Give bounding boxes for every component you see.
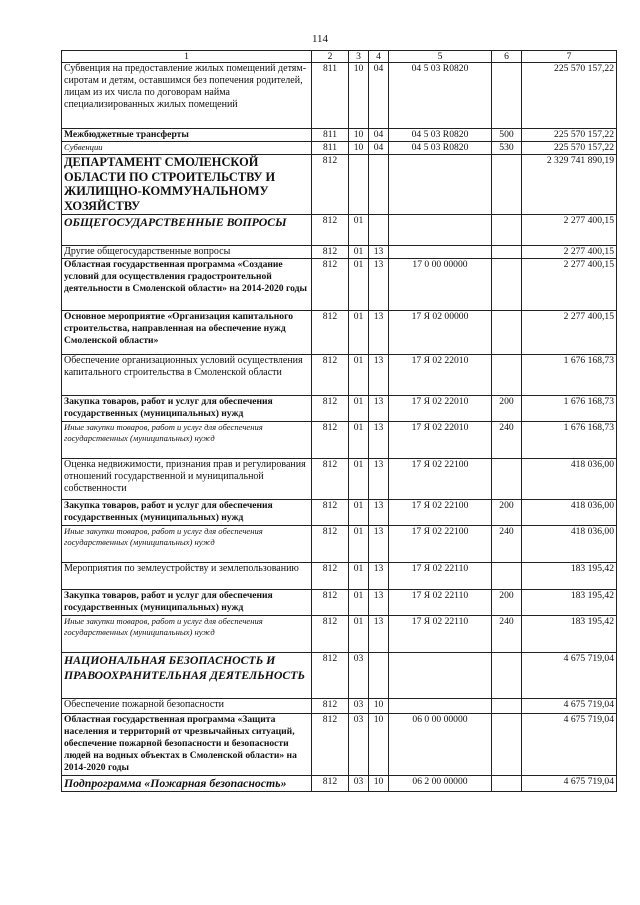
cell-ministry: 812	[312, 714, 349, 776]
page-number: 114	[311, 33, 329, 45]
cell-amount: 1 676 168,73	[522, 355, 617, 396]
table-row	[62, 653, 617, 699]
cell-amount: 418 036,00	[522, 459, 617, 500]
cell-expense-type: 500	[492, 129, 522, 142]
cell-target-article	[389, 215, 492, 246]
table-row	[62, 215, 617, 246]
cell-section: 01	[349, 422, 369, 459]
row-name: ОБЩЕГОСУДАРСТВЕННЫЕ ВОПРОСЫ	[62, 215, 312, 246]
cell-subsection	[369, 653, 389, 699]
cell-subsection: 13	[369, 422, 389, 459]
cell-amount: 2 277 400,15	[522, 259, 617, 311]
cell-ministry: 811	[312, 63, 349, 129]
cell-expense-type: 240	[492, 526, 522, 563]
cell-section: 03	[349, 699, 369, 714]
cell-ministry: 812	[312, 422, 349, 459]
cell-amount: 225 570 157,22	[522, 63, 617, 129]
cell-amount: 2 277 400,15	[522, 246, 617, 259]
row-name: Закупка товаров, работ и услуг для обеспечения государственных (муниципальных) нужд	[62, 500, 312, 526]
cell-expense-type	[492, 355, 522, 396]
row-name: Другие общегосударственные вопросы	[62, 246, 312, 259]
row-name: Областная государственная программа «Защита населения и территорий от чрезвычайных ситуаций, обеспечение пожарной безопасности и безопасности людей на водных объектах в Смоленской области» на 2014-2020 годы	[62, 714, 312, 776]
cell-ministry: 812	[312, 500, 349, 526]
row-name: Иные закупки товаров, работ и услуг для обеспечения государственных (муниципальных) нужд	[62, 422, 312, 459]
table-row	[62, 63, 617, 129]
row-name: Закупка товаров, работ и услуг для обеспечения государственных (муниципальных) нужд	[62, 590, 312, 616]
row-name: Субвенция на предоставление жилых помещений детям-сиротам и детям, оставшимся без попечения родителей, лицам из их числа по договорам найма специализированных жилых помещений	[62, 63, 312, 129]
row-name: Мероприятия по землеустройству и землепользованию	[62, 563, 312, 590]
table-body	[62, 63, 617, 792]
cell-target-article: 04 5 03 R0820	[389, 142, 492, 155]
cell-amount: 2 277 400,15	[522, 215, 617, 246]
row-name: Закупка товаров, работ и услуг для обеспечения государственных (муниципальных) нужд	[62, 396, 312, 422]
cell-ministry: 811	[312, 142, 349, 155]
cell-ministry: 812	[312, 215, 349, 246]
budget-table	[61, 50, 617, 792]
cell-amount: 4 675 719,04	[522, 776, 617, 792]
cell-amount: 418 036,00	[522, 526, 617, 563]
row-name: Подпрограмма «Пожарная безопасность»	[62, 776, 312, 792]
cell-section: 01	[349, 526, 369, 563]
header-col-5: 5	[389, 51, 492, 63]
cell-expense-type	[492, 714, 522, 776]
cell-ministry: 812	[312, 563, 349, 590]
table-row	[62, 396, 617, 422]
cell-target-article: 06 2 00 00000	[389, 776, 492, 792]
cell-expense-type	[492, 63, 522, 129]
cell-amount: 418 036,00	[522, 500, 617, 526]
table-row	[62, 459, 617, 500]
cell-section: 01	[349, 311, 369, 355]
header-col-1: 1	[62, 51, 312, 63]
table-row	[62, 311, 617, 355]
cell-amount: 183 195,42	[522, 563, 617, 590]
cell-section: 10	[349, 142, 369, 155]
header-col-4: 4	[369, 51, 389, 63]
cell-amount: 4 675 719,04	[522, 699, 617, 714]
cell-ministry: 812	[312, 526, 349, 563]
row-name: Обеспечение организационных условий осуществления капитального строительства в Смоленской области	[62, 355, 312, 396]
cell-amount: 1 676 168,73	[522, 422, 617, 459]
cell-subsection: 13	[369, 246, 389, 259]
cell-subsection: 13	[369, 563, 389, 590]
table-row	[62, 776, 617, 792]
cell-amount: 2 329 741 890,19	[522, 155, 617, 215]
row-name: Обеспечение пожарной безопасности	[62, 699, 312, 714]
cell-subsection: 13	[369, 396, 389, 422]
cell-target-article: 17 Я 02 22010	[389, 355, 492, 396]
cell-ministry: 812	[312, 459, 349, 500]
cell-subsection: 13	[369, 355, 389, 396]
cell-amount: 183 195,42	[522, 616, 617, 653]
row-name: Иные закупки товаров, работ и услуг для обеспечения государственных (муниципальных) нужд	[62, 616, 312, 653]
table-row	[62, 129, 617, 142]
cell-ministry: 812	[312, 155, 349, 215]
cell-section: 10	[349, 129, 369, 142]
cell-target-article: 17 Я 02 22110	[389, 590, 492, 616]
table-row	[62, 500, 617, 526]
cell-section: 01	[349, 215, 369, 246]
cell-subsection: 13	[369, 259, 389, 311]
header-col-7: 7	[522, 51, 617, 63]
row-name: Областная государственная программа «Создание условий для осуществления градостроительной деятельности в Смоленской области» на 2014-2020 годы	[62, 259, 312, 311]
table-row	[62, 590, 617, 616]
row-name: НАЦИОНАЛЬНАЯ БЕЗОПАСНОСТЬ И ПРАВООХРАНИТЕЛЬНАЯ ДЕЯТЕЛЬНОСТЬ	[62, 653, 312, 699]
cell-section: 03	[349, 776, 369, 792]
cell-target-article: 17 Я 02 22010	[389, 422, 492, 459]
cell-section: 03	[349, 653, 369, 699]
cell-target-article: 17 0 00 00000	[389, 259, 492, 311]
cell-ministry: 812	[312, 259, 349, 311]
cell-target-article: 06 0 00 00000	[389, 714, 492, 776]
table-row	[62, 142, 617, 155]
header-col-6: 6	[492, 51, 522, 63]
cell-subsection: 04	[369, 129, 389, 142]
cell-expense-type	[492, 215, 522, 246]
cell-subsection: 13	[369, 459, 389, 500]
cell-expense-type	[492, 563, 522, 590]
cell-ministry: 812	[312, 699, 349, 714]
cell-amount: 4 675 719,04	[522, 714, 617, 776]
cell-expense-type	[492, 653, 522, 699]
cell-section: 10	[349, 63, 369, 129]
cell-expense-type	[492, 459, 522, 500]
cell-target-article: 17 Я 02 22010	[389, 396, 492, 422]
cell-target-article: 04 5 03 R0820	[389, 63, 492, 129]
cell-expense-type: 200	[492, 500, 522, 526]
cell-section: 01	[349, 459, 369, 500]
cell-expense-type: 200	[492, 396, 522, 422]
cell-section: 01	[349, 500, 369, 526]
cell-ministry: 812	[312, 311, 349, 355]
cell-ministry: 812	[312, 653, 349, 699]
cell-ministry: 812	[312, 590, 349, 616]
row-name: Иные закупки товаров, работ и услуг для обеспечения государственных (муниципальных) нужд	[62, 526, 312, 563]
table-row	[62, 526, 617, 563]
cell-target-article	[389, 699, 492, 714]
cell-expense-type	[492, 699, 522, 714]
cell-subsection: 04	[369, 63, 389, 129]
row-name: Оценка недвижимости, признания прав и регулирования отношений государственной и муниципальной собственности	[62, 459, 312, 500]
cell-subsection: 13	[369, 500, 389, 526]
cell-section: 01	[349, 396, 369, 422]
cell-target-article: 17 Я 02 00000	[389, 311, 492, 355]
cell-amount: 1 676 168,73	[522, 396, 617, 422]
cell-target-article: 04 5 03 R0820	[389, 129, 492, 142]
table-row	[62, 616, 617, 653]
cell-amount: 4 675 719,04	[522, 653, 617, 699]
cell-subsection: 13	[369, 311, 389, 355]
cell-expense-type: 530	[492, 142, 522, 155]
cell-section	[349, 155, 369, 215]
cell-section: 01	[349, 616, 369, 653]
cell-amount: 225 570 157,22	[522, 129, 617, 142]
cell-target-article: 17 Я 02 22100	[389, 526, 492, 563]
cell-expense-type	[492, 776, 522, 792]
cell-subsection	[369, 215, 389, 246]
cell-ministry: 812	[312, 396, 349, 422]
cell-amount: 2 277 400,15	[522, 311, 617, 355]
table-row	[62, 259, 617, 311]
cell-expense-type	[492, 259, 522, 311]
table-row	[62, 355, 617, 396]
cell-ministry: 812	[312, 616, 349, 653]
cell-section: 01	[349, 563, 369, 590]
row-name: Основное мероприятие «Организация капитального строительства, направленная на обеспечение нужд Смоленской области»	[62, 311, 312, 355]
cell-subsection: 10	[369, 714, 389, 776]
cell-section: 03	[349, 714, 369, 776]
row-name: Межбюджетные трансферты	[62, 129, 312, 142]
row-name: Субвенции	[62, 142, 312, 155]
cell-section: 01	[349, 590, 369, 616]
cell-expense-type: 240	[492, 422, 522, 459]
cell-subsection: 10	[369, 776, 389, 792]
header-col-3: 3	[349, 51, 369, 63]
cell-expense-type: 200	[492, 590, 522, 616]
cell-amount: 183 195,42	[522, 590, 617, 616]
cell-expense-type: 240	[492, 616, 522, 653]
table-row	[62, 699, 617, 714]
cell-subsection: 04	[369, 142, 389, 155]
cell-subsection	[369, 155, 389, 215]
cell-amount: 225 570 157,22	[522, 142, 617, 155]
table-row	[62, 422, 617, 459]
cell-ministry: 811	[312, 129, 349, 142]
header-col-2: 2	[312, 51, 349, 63]
table-row	[62, 714, 617, 776]
cell-target-article: 17 Я 02 22110	[389, 563, 492, 590]
cell-expense-type	[492, 311, 522, 355]
cell-target-article: 17 Я 02 22100	[389, 459, 492, 500]
cell-ministry: 812	[312, 246, 349, 259]
table-row	[62, 155, 617, 215]
cell-expense-type	[492, 155, 522, 215]
cell-section: 01	[349, 259, 369, 311]
cell-expense-type	[492, 246, 522, 259]
cell-target-article: 17 Я 02 22110	[389, 616, 492, 653]
cell-target-article	[389, 155, 492, 215]
cell-subsection: 10	[369, 699, 389, 714]
cell-ministry: 812	[312, 355, 349, 396]
cell-target-article: 17 Я 02 22100	[389, 500, 492, 526]
table-row	[62, 563, 617, 590]
cell-ministry: 812	[312, 776, 349, 792]
cell-section: 01	[349, 355, 369, 396]
table-row	[62, 246, 617, 259]
cell-subsection: 13	[369, 616, 389, 653]
header-row	[62, 51, 617, 63]
cell-section: 01	[349, 246, 369, 259]
cell-subsection: 13	[369, 590, 389, 616]
cell-target-article	[389, 246, 492, 259]
cell-target-article	[389, 653, 492, 699]
row-name: ДЕПАРТАМЕНТ СМОЛЕНСКОЙ ОБЛАСТИ ПО СТРОИТЕЛЬСТВУ И ЖИЛИЩНО-КОММУНАЛЬНОМУ ХОЗЯЙСТВУ	[62, 155, 312, 215]
cell-subsection: 13	[369, 526, 389, 563]
